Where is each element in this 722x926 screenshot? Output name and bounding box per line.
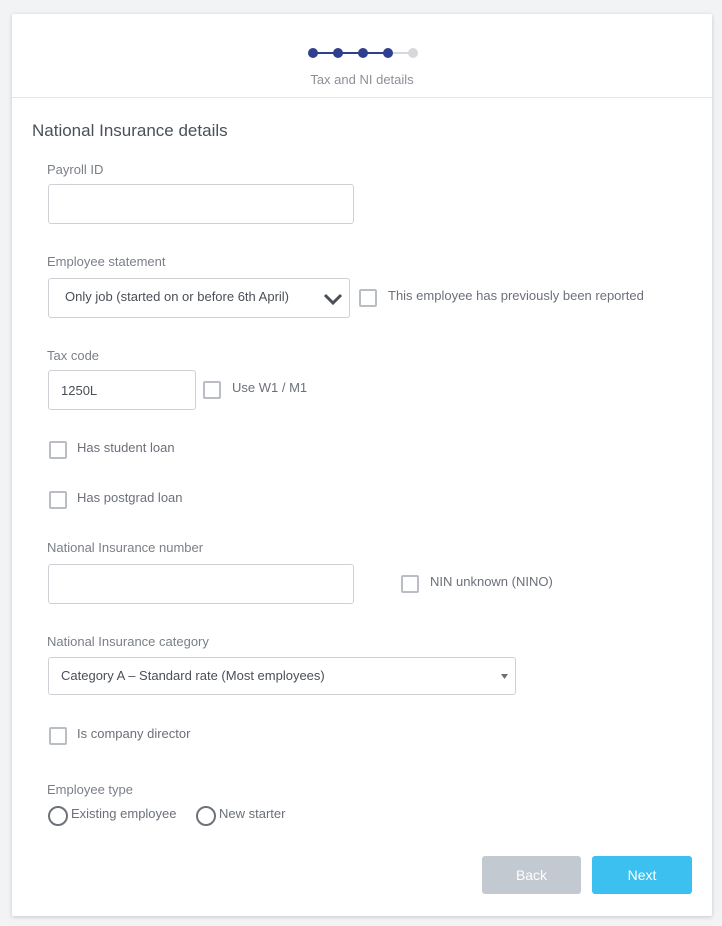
step-dot-2 bbox=[333, 48, 343, 58]
section-title: National Insurance details bbox=[32, 121, 228, 140]
company-director-label: Is company director bbox=[77, 726, 191, 741]
caret-down-icon bbox=[501, 674, 508, 679]
w1m1-label: Use W1 / M1 bbox=[232, 380, 308, 395]
payroll-id-input[interactable] bbox=[48, 184, 354, 224]
nin-unknown-checkbox[interactable] bbox=[401, 575, 419, 593]
step-dot-4 bbox=[383, 48, 393, 58]
previously-reported-checkbox[interactable] bbox=[359, 289, 377, 307]
step-dot-3 bbox=[358, 48, 368, 58]
ni-category-label: National Insurance category bbox=[47, 634, 209, 649]
ni-number-input[interactable] bbox=[48, 564, 354, 604]
step-dot-5 bbox=[408, 48, 418, 58]
ni-category-value: Category A – Standard rate (Most employees) bbox=[61, 668, 325, 683]
employee-statement-value: Only job (started on or before 6th April) bbox=[65, 289, 290, 304]
student-loan-checkbox[interactable] bbox=[49, 441, 67, 459]
step-label: Tax and NI details bbox=[310, 72, 414, 87]
back-button[interactable]: Back bbox=[482, 856, 581, 894]
employee-statement-label: Employee statement bbox=[47, 254, 166, 269]
wizard-card bbox=[12, 14, 712, 916]
step-connector bbox=[313, 52, 388, 54]
chevron-down-icon bbox=[323, 292, 343, 306]
ni-number-label: National Insurance number bbox=[47, 540, 204, 555]
new-starter-radio[interactable] bbox=[196, 806, 216, 826]
student-loan-label: Has student loan bbox=[77, 440, 175, 455]
employee-type-label: Employee type bbox=[47, 782, 133, 797]
nin-unknown-label: NIN unknown (NINO) bbox=[430, 574, 553, 589]
progress-stepper bbox=[12, 14, 712, 98]
employee-statement-select[interactable] bbox=[48, 278, 350, 318]
postgrad-loan-checkbox[interactable] bbox=[49, 491, 67, 509]
step-dots bbox=[308, 48, 420, 58]
next-button[interactable]: Next bbox=[592, 856, 692, 894]
previously-reported-label: This employee has previously been reported bbox=[388, 288, 644, 303]
tax-code-label: Tax code bbox=[47, 348, 100, 363]
ni-category-select[interactable] bbox=[48, 657, 516, 695]
new-starter-label: New starter bbox=[219, 806, 286, 821]
existing-employee-radio[interactable] bbox=[48, 806, 68, 826]
company-director-checkbox[interactable] bbox=[49, 727, 67, 745]
step-dot-1 bbox=[308, 48, 318, 58]
payroll-id-label: Payroll ID bbox=[47, 162, 104, 177]
existing-employee-label: Existing employee bbox=[71, 806, 177, 821]
w1m1-checkbox[interactable] bbox=[203, 381, 221, 399]
tax-code-input[interactable] bbox=[48, 370, 196, 410]
postgrad-loan-label: Has postgrad loan bbox=[77, 490, 183, 505]
